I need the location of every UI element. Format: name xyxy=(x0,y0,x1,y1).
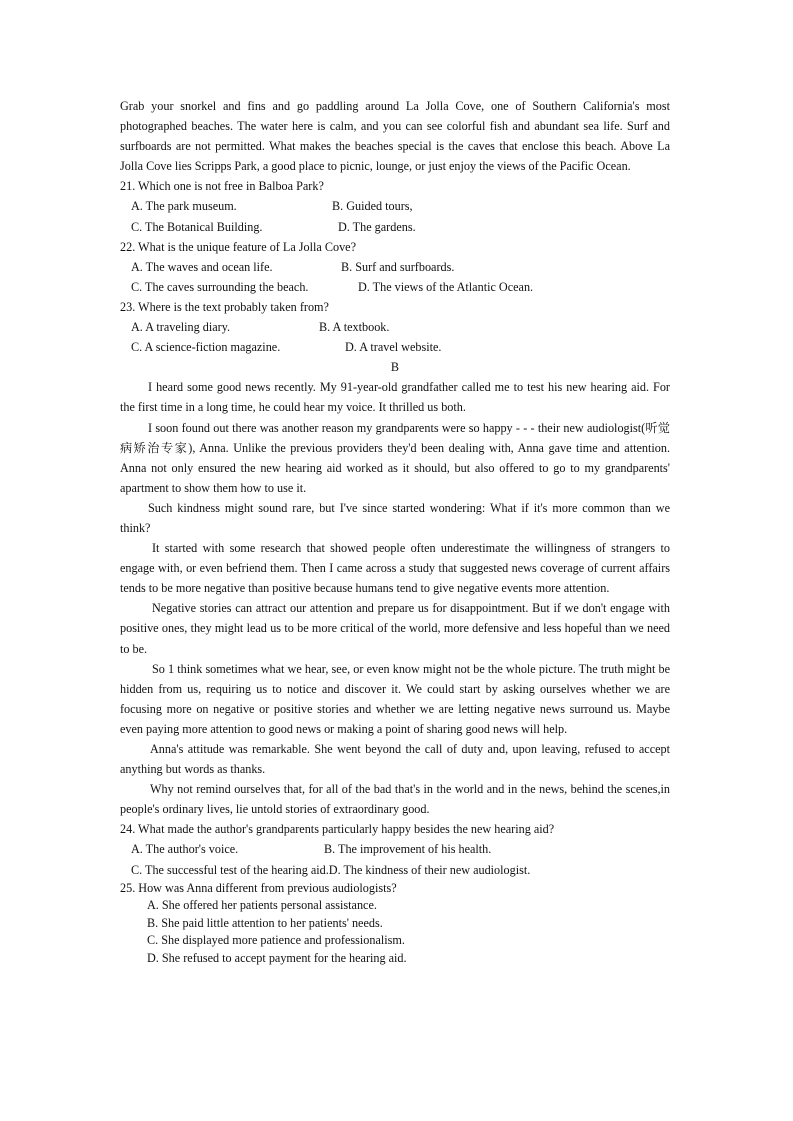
question-25-stem: 25. How was Anna different from previous audiologists? xyxy=(120,880,397,895)
question-22-option-d[interactable]: D. The views of the Atlantic Ocean. xyxy=(358,279,534,294)
question-21-option-c[interactable]: C. The Botanical Building. xyxy=(131,219,263,234)
passage-b-paragraph: I soon found out there was another reason my grandparents were so happy - - - their new audiologist(听觉病矫治专家), Anna. Unlike the previous providers they'd been dealing with, Anna gave time and attention. Anna not only ensured the new hearing aid worked as it should, but also offered to go to my grandparents' apartment to show them how to use it. xyxy=(120,420,670,495)
passage-b-paragraph: Negative stories can attract our attention and prepare us for disappointment. But if we don't engage with positive ones, they might lead us to be more critical of the world, more defensive and less hopeful than we need to be. xyxy=(120,601,670,656)
question-24-options-row-2 xyxy=(120,860,670,880)
passage-b-paragraph: I heard some good news recently. My 91-year-old grandfather called me to test his new hearing aid. For the first time in a long time, he could hear my voice. It thrilled us both. xyxy=(120,380,670,415)
passage-b-paragraph: Anna's attitude was remarkable. She went beyond the call of duty and, upon leaving, refused to accept anything but words as thanks. xyxy=(120,742,670,777)
question-23-option-d[interactable]: D. A travel website. xyxy=(345,340,442,355)
question-22-option-b[interactable]: B. Surf and surfboards. xyxy=(341,259,455,274)
question-23-stem: 23. Where is the text probably taken from? xyxy=(120,299,329,314)
question-25-option-d[interactable]: D. She refused to accept payment for the hearing aid. xyxy=(147,950,407,965)
question-24-option-c-d[interactable]: C. The successful test of the hearing aid.D. The kindness of their new audiologist. xyxy=(131,862,531,877)
question-22-option-c[interactable]: C. The caves surrounding the beach. xyxy=(131,279,309,294)
exam-page xyxy=(120,96,670,967)
question-23-option-a[interactable]: A. A traveling diary. xyxy=(131,320,231,335)
passage-a-paragraph: Grab your snorkel and fins and go paddling around La Jolla Cove, one of Southern California's most photographed beaches. The water here is calm, and you can see colorful fish and abundant sea life. Surf and surfboards are not permitted. What makes the beaches special is the caves that enclose this beach. Above La Jolla Cove lies Scripps Park, a good place to picnic, lounge, or just enjoy the views of the Pacific Ocean. xyxy=(120,99,670,174)
question-25-option-a[interactable]: A. She offered her patients personal assistance. xyxy=(147,898,377,913)
question-25-option-b[interactable]: B. She paid little attention to her patients' needs. xyxy=(147,915,383,930)
question-23-options-row-2 xyxy=(120,337,670,357)
question-21-option-d[interactable]: D. The gardens. xyxy=(338,219,416,234)
question-24-options-row-1 xyxy=(120,839,670,859)
question-21-option-b[interactable]: B. Guided tours, xyxy=(332,199,413,214)
question-21-option-a[interactable]: A. The park museum. xyxy=(131,199,237,214)
passage-b-paragraph: Such kindness might sound rare, but I've since started wondering: What if it's more common than we think? xyxy=(120,500,670,535)
question-22-stem: 22. What is the unique feature of La Jolla Cove? xyxy=(120,239,357,254)
question-25-option-c[interactable]: C. She displayed more patience and professionalism. xyxy=(147,933,405,948)
question-24-stem: 24. What made the author's grandparents particularly happy besides the new hearing aid? xyxy=(120,822,555,837)
question-22-options-row-1 xyxy=(120,257,670,277)
question-21-options-row-1 xyxy=(120,196,670,216)
question-25-block xyxy=(120,880,670,968)
passage-b-paragraph: Why not remind ourselves that, for all of the bad that's in the world and in the news, behind the scenes,in people's ordinary lives, lie untold stories of extraordinary good. xyxy=(120,782,670,817)
question-24-option-b[interactable]: B. The improvement of his health. xyxy=(324,842,492,857)
question-24-option-a[interactable]: A. The author's voice. xyxy=(131,842,239,857)
passage-b-paragraph: So 1 think sometimes what we hear, see, or even know might not be the whole picture. The truth might be hidden from us, requiring us to notice and discover it. We could start by asking ourselves whether we are focusing more on negative or positive stories and whether we are letting negative news surround us. Maybe even paying more attention to good news or making a point of sharing good news will help. xyxy=(120,661,670,736)
question-21-stem: 21. Which one is not free in Balboa Park? xyxy=(120,179,324,194)
section-b-heading: B xyxy=(390,360,400,375)
passage-b-paragraph: It started with some research that showed people often underestimate the willingness of strangers to engage with, or even befriend them. Then I came across a study that suggested news coverage of current affairs tends to be more negative than positive because humans tend to give negative events more attention. xyxy=(120,541,670,596)
question-23-options-row-1 xyxy=(120,317,670,337)
question-21-options-row-2 xyxy=(120,217,670,237)
question-23-option-c[interactable]: C. A science-fiction magazine. xyxy=(131,340,281,355)
question-22-options-row-2 xyxy=(120,277,670,297)
question-22-option-a[interactable]: A. The waves and ocean life. xyxy=(131,259,273,274)
question-23-option-b[interactable]: B. A textbook. xyxy=(319,320,390,335)
